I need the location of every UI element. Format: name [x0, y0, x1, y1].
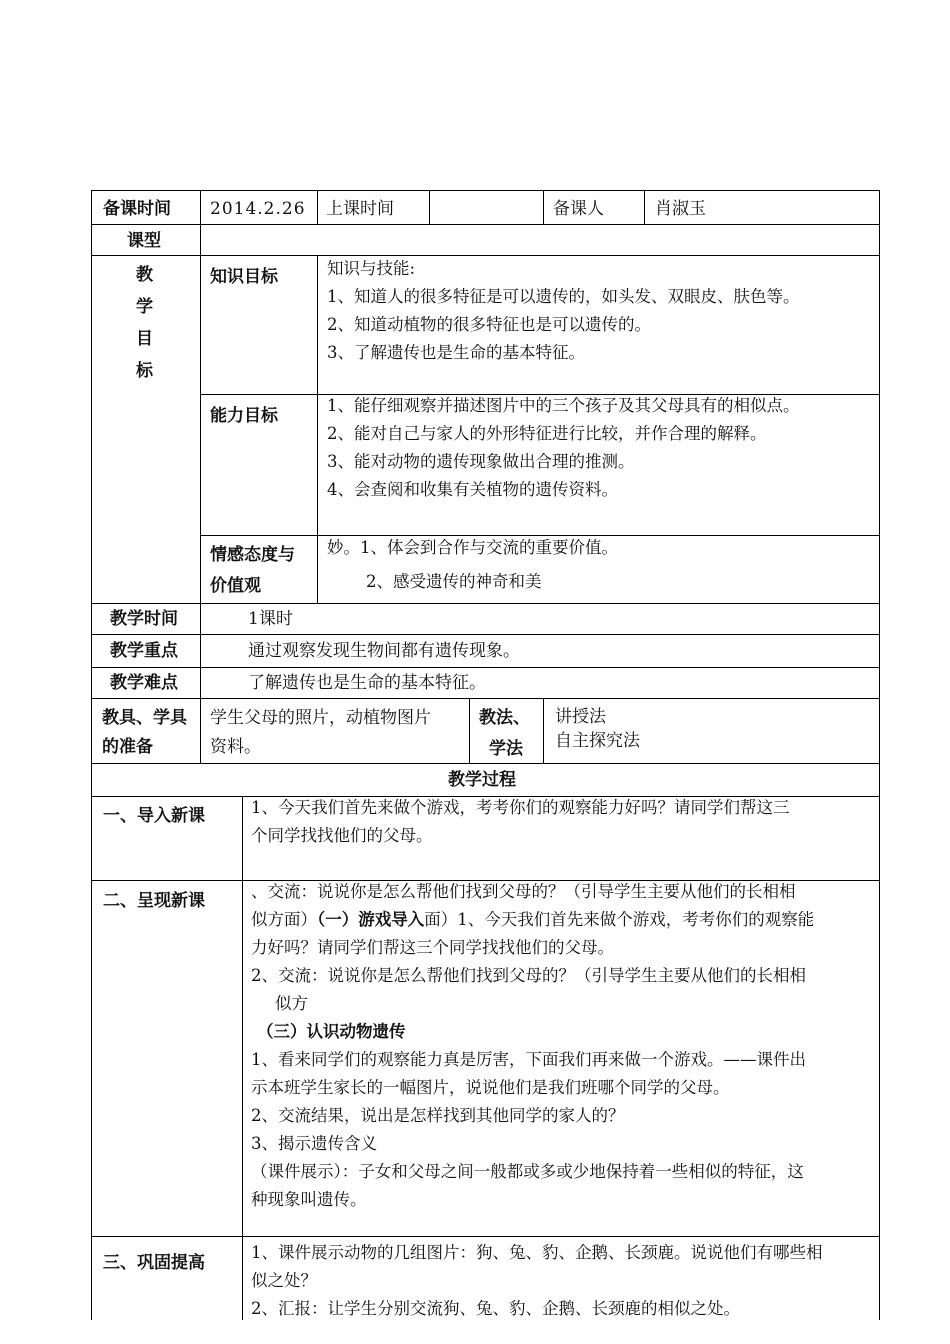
new-lesson-line: 力好吗？请同学们帮这三个同学找找他们的父母。	[251, 938, 614, 957]
emotion-goal-line: 妙。1、体会到合作与交流的重要价值。	[327, 538, 618, 557]
course-type-label: 课型	[127, 231, 161, 251]
method-item: 讲授法	[555, 707, 606, 727]
new-lesson-line: 2、交流结果，说出是怎样找到其他同学的家人的？	[251, 1106, 625, 1125]
new-lesson-line-post: 面）1、今天我们首先来做个游戏，考考你们的观察能	[424, 910, 815, 929]
new-lesson-line: 、交流：说说你是怎么帮他们找到父母的？（引导学生主要从他们的长相相	[251, 882, 796, 901]
goals-label-char: 教	[136, 265, 153, 285]
row-divider	[91, 1236, 880, 1237]
class-time-label: 上课时间	[326, 199, 394, 219]
new-lesson-line: 示本班学生家长的一幅图片，说说他们是我们班哪个同学的父母。	[251, 1078, 730, 1097]
table-border-top	[91, 190, 880, 191]
new-lesson-line: 1、看来同学们的观察能力真是厉害，下面我们再来做一个游戏。——课件出	[251, 1050, 806, 1069]
ability-goal-line: 4、会查阅和收集有关植物的遗传资料。	[327, 480, 618, 499]
ability-goal-label: 能力目标	[210, 406, 278, 426]
consolidate-line: 似之处？	[251, 1271, 317, 1290]
col-divider	[317, 255, 318, 603]
game-intro-heading: （一）游戏导入	[317, 910, 425, 929]
row-divider	[91, 698, 880, 699]
knowledge-goal-text	[327, 255, 800, 367]
row-divider	[91, 224, 880, 225]
materials-label: 教具、学具	[102, 708, 187, 728]
table-border-left	[91, 190, 92, 1320]
key-point-value: 通过观察发现生物间都有遗传现象。	[248, 641, 520, 661]
difficulty-label: 教学难点	[110, 673, 178, 693]
animal-heredity-heading: （三）认识动物遗传	[257, 1022, 406, 1041]
col-divider	[317, 190, 318, 224]
col-divider	[200, 224, 201, 763]
intro-line: 个同学找找他们的父母。	[251, 826, 433, 845]
new-lesson-line-mixed	[251, 906, 814, 934]
knowledge-goal-line: 2、知道动植物的很多特征也是可以遗传的。	[327, 315, 651, 334]
ability-goal-line: 2、能对自己与家人的外形特征进行比较，并作合理的解释。	[327, 424, 767, 443]
knowledge-goal-line: 1、知道人的很多特征是可以遗传的，如头发、双眼皮、肤色等。	[327, 287, 800, 306]
new-lesson-section-label: 二、呈现新课	[103, 891, 205, 911]
col-divider	[543, 698, 544, 763]
consolidate-section-text	[251, 1239, 823, 1323]
ability-goal-line: 3、能对动物的遗传现象做出合理的推测。	[327, 452, 635, 471]
key-point-label: 教学重点	[110, 641, 178, 661]
prep-time-value: 2014.2.26	[210, 199, 306, 219]
col-divider	[242, 796, 243, 1320]
method-item: 自主探究法	[555, 731, 640, 751]
new-lesson-line: 3、揭示遗传含义	[251, 1134, 377, 1153]
knowledge-goal-label: 知识目标	[210, 267, 278, 287]
new-lesson-line: （课件展示）：子女和父母之间一般都或多或少地保持着一些相似的特征，这	[251, 1162, 804, 1181]
consolidate-section-label: 三、巩固提高	[103, 1253, 205, 1273]
methods-label: 教法、	[479, 708, 530, 728]
col-divider	[200, 190, 201, 224]
difficulty-value: 了解遗传也是生命的基本特征。	[248, 673, 486, 693]
emotion-goal-line: 2、感受遗传的神奇和美	[366, 572, 542, 591]
row-divider	[91, 763, 880, 764]
col-divider	[469, 698, 470, 763]
process-title: 教学过程	[448, 770, 516, 790]
goals-label-char: 学	[136, 297, 153, 317]
col-divider	[644, 190, 645, 224]
table-border-right	[879, 190, 880, 1320]
teaching-time-label: 教学时间	[110, 609, 178, 629]
row-divider	[91, 634, 880, 635]
goals-label-char: 标	[136, 361, 153, 381]
teaching-time-value: 1课时	[248, 609, 293, 629]
intro-section-label: 一、导入新课	[103, 806, 205, 826]
materials-label-line2: 的准备	[102, 737, 153, 757]
col-divider	[429, 190, 430, 224]
consolidate-line: 1、课件展示动物的几组图片：狗、兔、豹、企鹅、长颈鹿。说说他们有哪些相	[251, 1243, 823, 1262]
new-lesson-line-pre: 似方面）	[251, 910, 317, 929]
materials-value: 学生父母的照片，动植物图片	[210, 708, 431, 728]
consolidate-line: 2、汇报：让学生分别交流狗、兔、豹、企鹅、长颈鹿的相似之处。	[251, 1299, 740, 1318]
col-divider	[543, 190, 544, 224]
intro-line: 1、今天我们首先来做个游戏，考考你们的观察能力好吗？请同学们帮这三	[251, 798, 790, 817]
ability-goal-text	[327, 392, 800, 504]
new-lesson-line: 种现象叫遗传。	[251, 1190, 367, 1209]
knowledge-goal-line: 知识与技能:	[327, 259, 416, 278]
preparer-label: 备课人	[553, 199, 604, 219]
emotion-goal-label: 情感态度与	[210, 545, 295, 565]
goals-label-char: 目	[136, 329, 153, 349]
intro-section-text	[251, 794, 790, 850]
ability-goal-line: 1、能仔细观察并描述图片中的三个孩子及其父母具有的相似点。	[327, 396, 800, 415]
methods-label-line2: 学法	[489, 739, 523, 759]
emotion-goal-label-line2: 价值观	[210, 576, 261, 596]
row-divider	[91, 667, 880, 668]
knowledge-goal-line: 3、了解遗传也是生命的基本特征。	[327, 343, 585, 362]
new-lesson-line: 2、交流：说说你是怎么帮他们找到父母的？（引导学生主要从他们的长相相	[251, 966, 806, 985]
new-lesson-line-indented: 似方	[275, 994, 308, 1013]
prep-time-label: 备课时间	[103, 199, 171, 219]
materials-value-line2: 资料。	[210, 737, 261, 757]
preparer-value: 肖淑玉	[655, 199, 706, 219]
row-divider	[91, 603, 880, 604]
new-lesson-section-text	[251, 878, 814, 1214]
